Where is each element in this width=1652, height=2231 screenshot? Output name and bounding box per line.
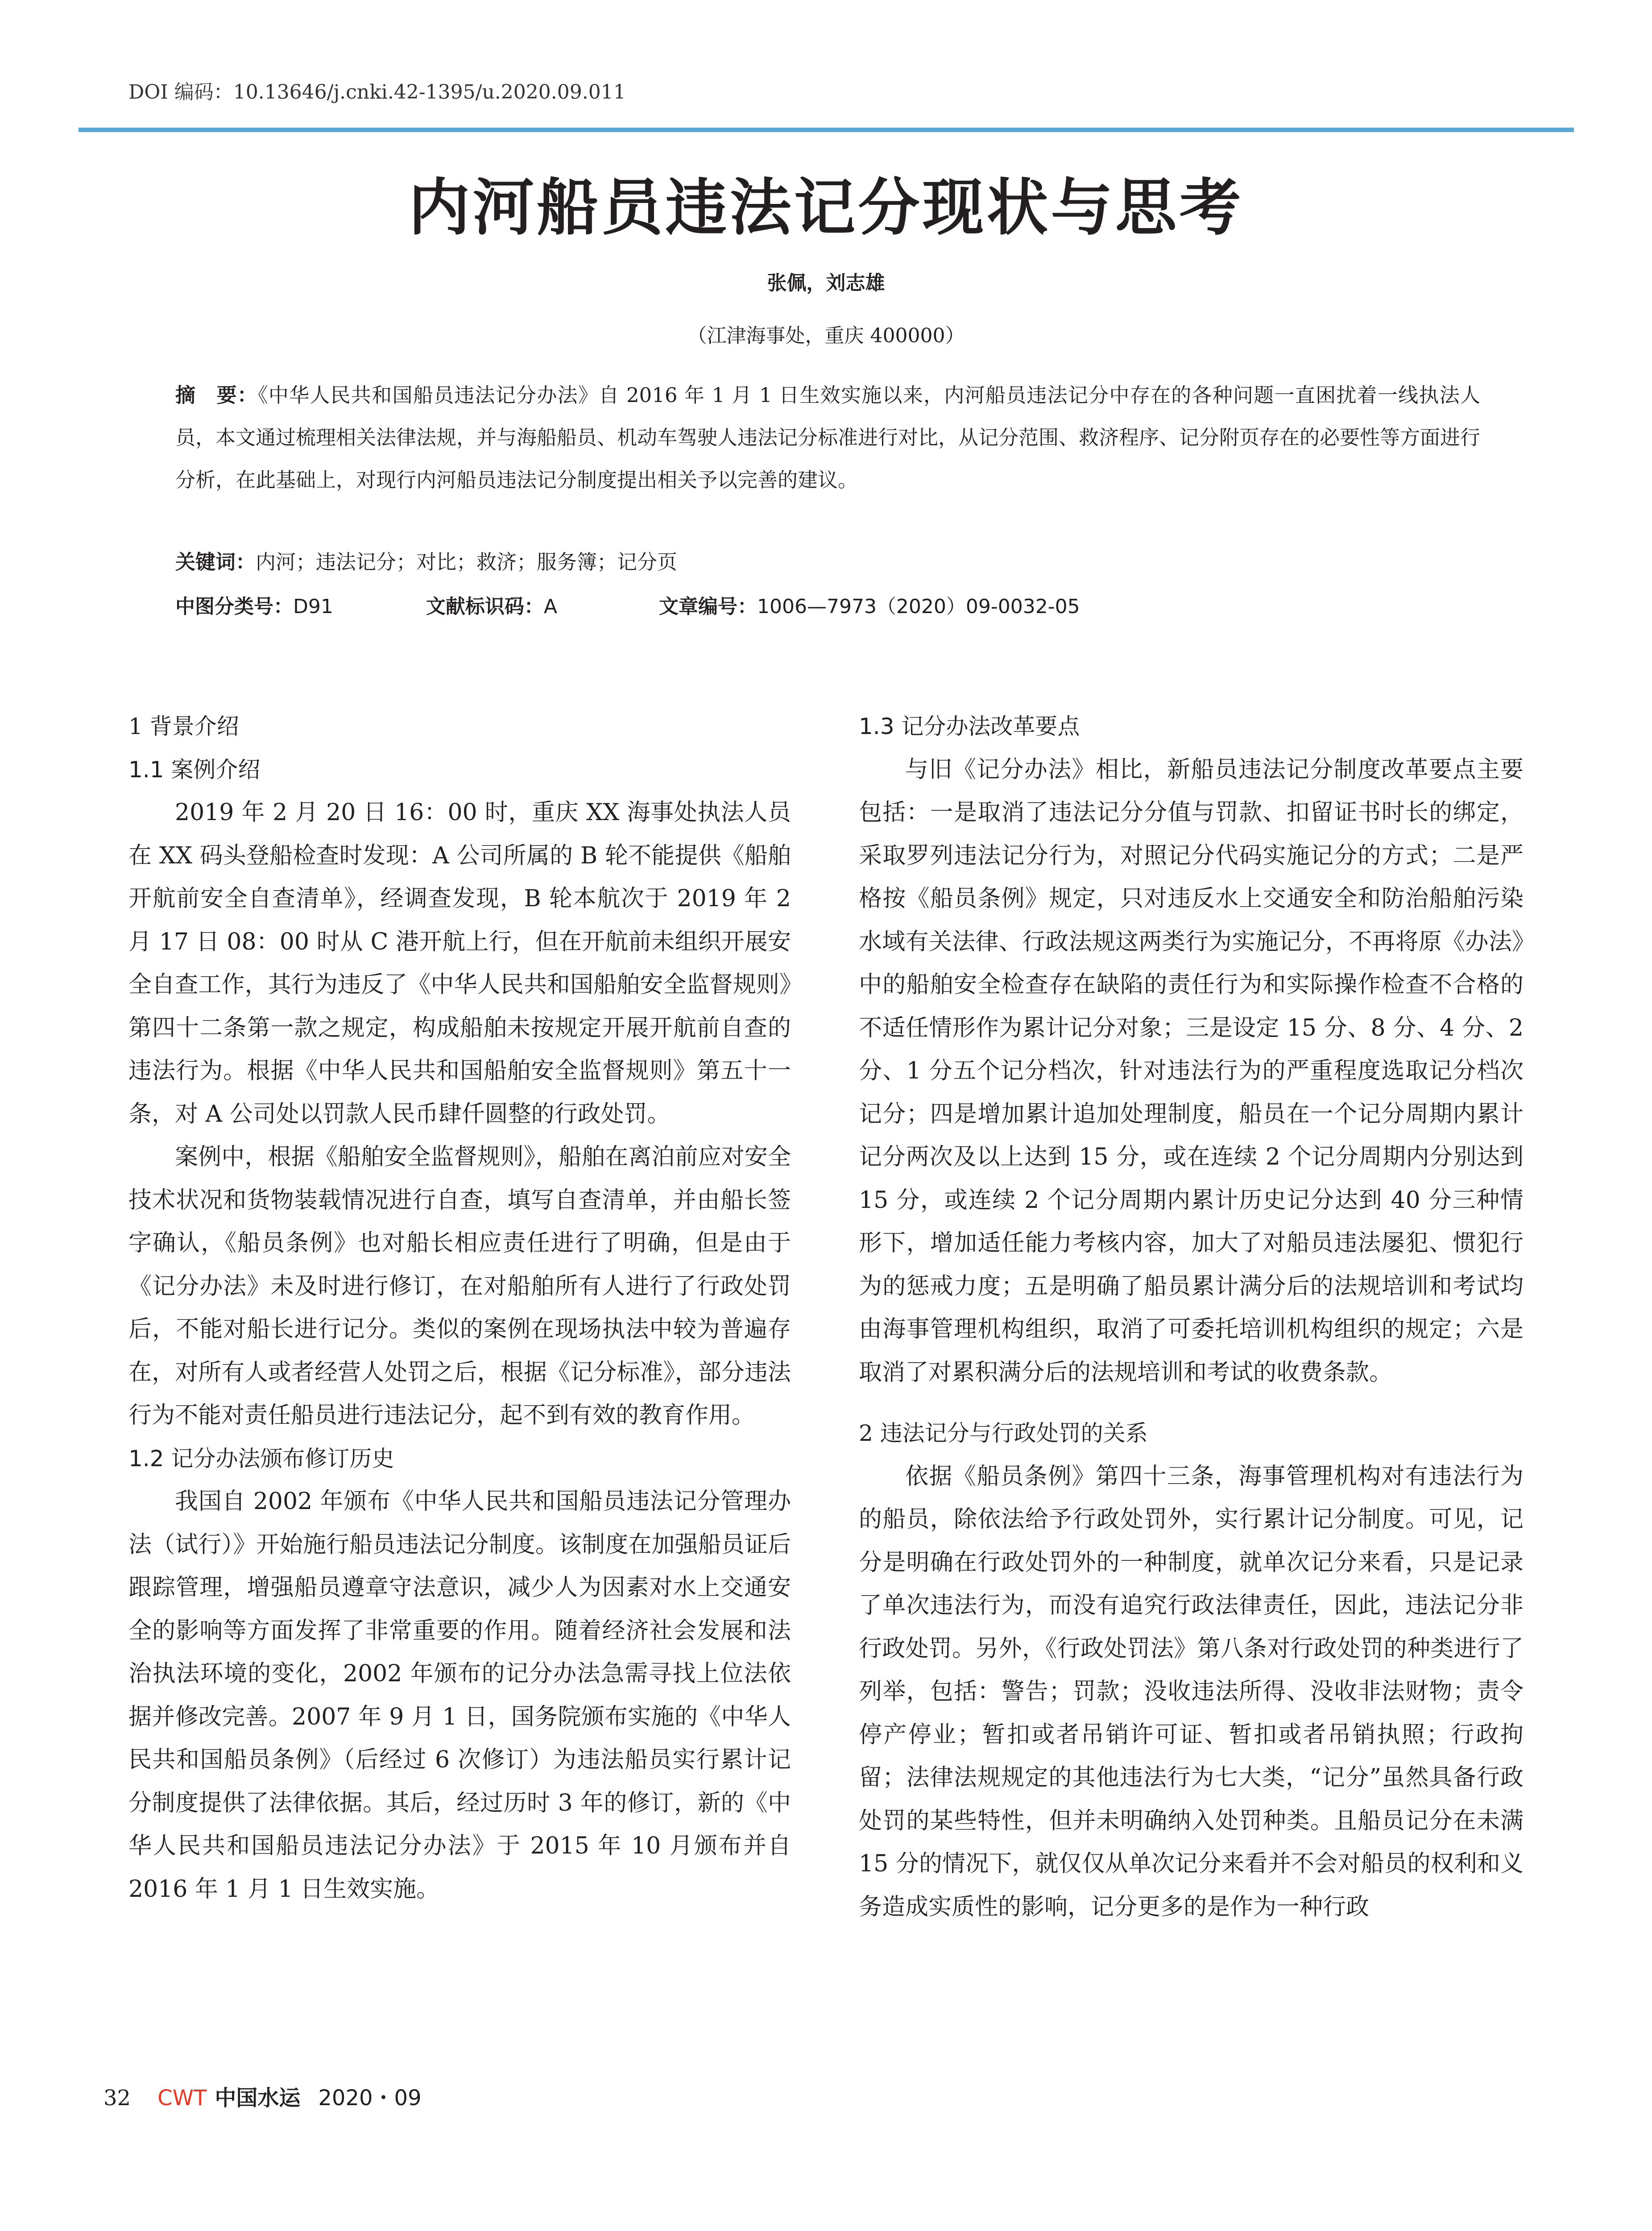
- paragraph: 与旧《记分办法》相比，新船员违法记分制度改革要点主要包括：一是取消了违法记分分值与罚款、扣留证书时长的绑定，采取罗列违法记分行为，对照记分代码实施记分的方式；二是严格按《船员条例》规定，只对违反水上交通安全和防治船舶污染水域有关法律、行政法规这两类行为实施记分，不再将原《办法》中的船舶安全检查存在缺陷的责任行为和实际操作检查不合格的不适任情形作为累计记分对象；三是设定 15 分、8 分、4 分、2 分、1 分五个记分档次，针对违法行为的严重程度选取记分档次记分；四是增加累计追加处理制度，船员在一个记分周期内累计记分两次及以上达到 15 分，或在连续 2 个记分周期内分别达到 15 分，或连续 2 个记分周期内累计历史记分达到 40 分三种情形下，增加适任能力考核内容，加大了对船员违法屡犯、惯犯行为的惩戒力度；五是明确了船员累计满分后的法规培训和考试均由海事管理机构组织，取消了可委托培训机构组织的规定；六是取消了对累积满分后的法规培训和考试的收费条款。: [859, 756, 1524, 1386]
- brand-logo: CWT: [157, 2086, 207, 2111]
- paragraph: 依据《船员条例》第四十三条，海事管理机构对有违法行为的船员，除依法给予行政处罚外，实行累计记分制度。可见，记分是明确在行政处罚外的一种制度，就单次记分来看，只是记录了单次违法行为，而没有追究行政法律责任，因此，违法记分非行政处罚。另外，《行政处罚法》第八条对行政处罚的种类进行了列举，包括：警告；罚款；没收违法所得、没收非法财物；责令停产停业；暂扣或者吊销许可证、暂扣或者吊销执照；行政拘留；法律法规规定的其他违法行为七大类，“记分”虽然具备行政处罚的某些特性，但并未明确纳入处罚种类。且船员记分在未满 15 分的情况下，就仅仅从单次记分来看并不会对船员的权利和义务造成实质性的影响，记分更多的是作为一种行政: [859, 1463, 1524, 1920]
- clc-value: D91: [293, 595, 333, 618]
- article-title: 内河船员违法记分现状与思考: [408, 171, 1244, 244]
- doc-code-value: A: [543, 595, 557, 618]
- subsection-heading: 1.2 记分办法颁布修订历史: [128, 1445, 394, 1472]
- journal-name: 中国水运: [215, 2086, 301, 2111]
- abstract-label: 摘 要：: [175, 383, 258, 407]
- keywords-label: 关键词：: [175, 550, 256, 574]
- section-heading: 2 违法记分与行政处罚的关系: [859, 1420, 1148, 1446]
- doc-code-label: 文献标识码：: [426, 595, 544, 618]
- keywords-text: 内河；违法记分；对比；救济；服务簿；记分页: [256, 550, 678, 574]
- right-column: [859, 705, 1524, 1928]
- paragraph: 2019 年 2 月 20 日 16：00 时，重庆 XX 海事处执法人员在 XX 码头登船检查时发现：A 公司所属的 B 轮不能提供《船舶开航前安全自查清单》，经调查发现，B 轮本航次于 2019 年 2 月 17 日 08：00 时从 C 港开航上行，但在开航前未组织开展安全自查工作，其行为违反了《中华人民共和国船舶安全监督规则》第四十二条第一款之规定，构成船舶未按规定开展开航前自查的违法行为。根据《中华人民共和国船舶安全监督规则》第五十一条，对 A 公司处以罚款人民币肆仟圆整的行政处罚。: [128, 799, 791, 1128]
- page-footer: [104, 2081, 422, 2111]
- clc-label: 中图分类号：: [175, 595, 293, 618]
- paragraph: 案例中，根据《船舶安全监督规则》，船舶在离泊前应对安全技术状况和货物装载情况进行自查，填写自查清单，并由船长签字确认，《船员条例》也对船长相应责任进行了明确，但是由于《记分办法》未及时进行修订，在对船舶所有人进行了行政处罚后，不能对船长进行记分。类似的案例在现场执法中较为普遍存在，对所有人或者经营人处罚之后，根据《记分标准》，部分违法行为不能对责任船员进行违法记分，起不到有效的教育作用。: [128, 1144, 791, 1429]
- paragraph: 我国自 2002 年颁布《中华人民共和国船员违法记分管理办法（试行）》开始施行船员违法记分制度。该制度在加强船员证后跟踪管理，增强船员遵章守法意识，减少人为因素对水上交通安全的影响等方面发挥了非常重要的作用。随着经济社会发展和法治执法环境的变化，2002 年颁布的记分办法急需寻找上位法依据并修改完善。2007 年 9 月 1 日，国务院颁布实施的《中华人民共和国船员条例》（后经过 6 次修订）为违法船员实行累计记分制度提供了法律依据。其后，经过历时 3 年的修订，新的《中华人民共和国船员违法记分办法》于 2015 年 10 月颁布并自 2016 年 1 月 1 日生效实施。: [128, 1488, 791, 1903]
- subsection-heading: 1.3 记分办法改革要点: [859, 713, 1080, 739]
- article-no-label: 文章编号：: [658, 595, 757, 618]
- issue-number: 2020・09: [318, 2086, 422, 2111]
- left-column: [128, 705, 791, 1911]
- section-heading: 1 背景介绍: [128, 713, 239, 739]
- page-number: 32: [104, 2086, 131, 2111]
- article-authors: 张佩，刘志雄: [767, 272, 885, 294]
- classification-line: [175, 590, 1080, 619]
- subsection-heading: 1.1 案例介绍: [128, 756, 261, 783]
- doi-line: DOI 编码：10.13646/j.cnki.42-1395/u.2020.09.011: [128, 81, 626, 104]
- abstract-text: 《中华人民共和国船员违法记分办法》自 2016 年 1 月 1 日生效实施以来，内河船员违法记分中存在的各种问题一直困扰着一线执法人员，本文通过梳理相关法律法规，并与海船船员、机动车驾驶人违法记分标准进行对比，从记分范围、救济程序、记分附页存在的必要性等方面进行分析，在此基础上，对现行内河船员违法记分制度提出相关予以完善的建议。: [175, 383, 1481, 492]
- article-no-value: 1006—7973（2020）09-0032-05: [757, 595, 1080, 618]
- abstract: [175, 374, 1480, 501]
- article-affiliation: （江津海事处，重庆 400000）: [687, 324, 965, 347]
- header-rule: [79, 128, 1574, 132]
- keywords: [175, 546, 677, 575]
